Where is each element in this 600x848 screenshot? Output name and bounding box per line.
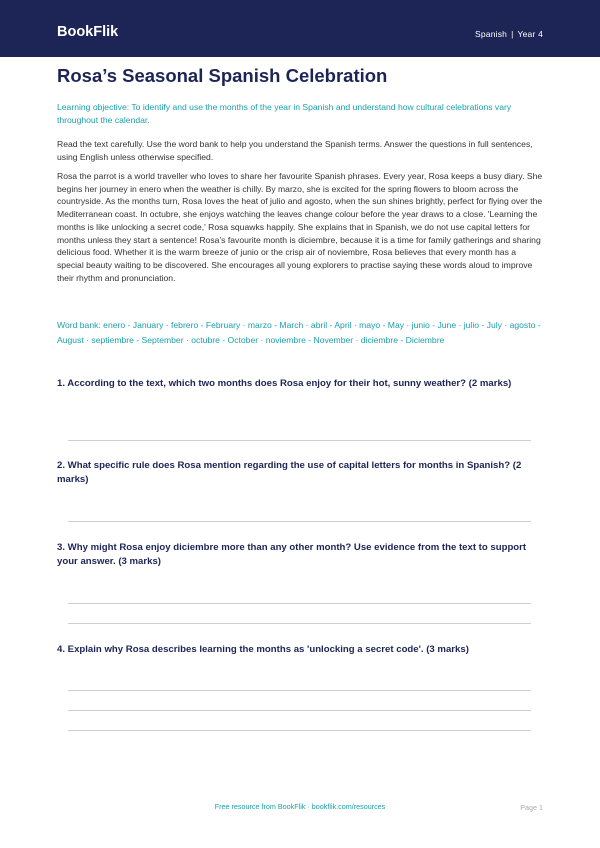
separator: | — [511, 29, 514, 39]
reading-passage: Rosa the parrot is a world traveller who loves to share her favourite Spanish phrases. Every year, Rosa keeps a busy diary. She begins her journey in enero when the weather is chilly. By marzo, she is excited for the spring flowers to bloom across the countryside. As the months turn, Rosa loves the heat of julio and agosto, when the sun shines brightly, perfect for flying over the Mediterranean coast. In octubre, she enjoys watching the leaves change colour before the year draws to a close. 'Learning the months is like unlocking a secret code,' Rosa squawks happily. She explains that in Spanish, we do not use capital letters for months unless they start a sentence! Rosa’s favourite month is diciembre, because it is a time for family gatherings and sharing delicious food. Whether it is the warm breeze of junio or the crisp air of noviembre, Rosa believes that every month has a special beauty waiting to be discovered. She encourages all young explorers to practise saying these words aloud to improve their rhythm and pronunciation. — [57, 171, 543, 283]
footer-link[interactable]: Free resource from BookFlik · bookflik.com/resources — [214, 802, 386, 811]
subject-year-label — [475, 29, 543, 39]
answer-line[interactable] — [68, 521, 531, 522]
learning-objective: Learning objective: To identify and use the months of the year in Spanish and understand how cultural celebrations vary throughout the calendar. — [57, 102, 512, 125]
page-number: Page 1 — [520, 803, 543, 812]
answer-line[interactable] — [68, 623, 531, 624]
question-1: 1. According to the text, which two months does Rosa enjoy for their hot, sunny weather? (2 marks) — [57, 378, 512, 389]
answer-line[interactable] — [68, 710, 531, 711]
question-2: 2. What specific rule does Rosa mention regarding the use of capital letters for months in Spanish? (2 marks) — [57, 460, 522, 486]
answer-line[interactable] — [68, 730, 531, 731]
answer-line[interactable] — [68, 690, 531, 691]
instructions: Read the text carefully. Use the word bank to help you understand the Spanish terms. Answer the questions in full sentences, using English unless otherwise specified. — [57, 139, 533, 162]
brand-logo[interactable]: BookFlik — [57, 24, 119, 40]
page-title: Rosa’s Seasonal Spanish Celebration — [57, 65, 388, 86]
question-3: 3. Why might Rosa enjoy diciembre more than any other month? Use evidence from the text to support your answer. (3 marks) — [57, 542, 527, 568]
word-bank: Word bank: enero - January · febrero - February · marzo - March · abril - April · mayo - May · junio - June · julio - July · agosto - August · septiembre - September · octubre - October · noviembre - November · diciembre - Diciembre — [57, 320, 541, 345]
answer-line[interactable] — [68, 440, 531, 441]
header-bar — [0, 0, 600, 57]
year-label: Year 4 — [517, 29, 543, 39]
subject-label: Spanish — [474, 29, 508, 39]
question-4: 4. Explain why Rosa describes learning the months as 'unlocking a secret code'. (3 marks) — [57, 644, 469, 655]
answer-line[interactable] — [68, 603, 531, 604]
